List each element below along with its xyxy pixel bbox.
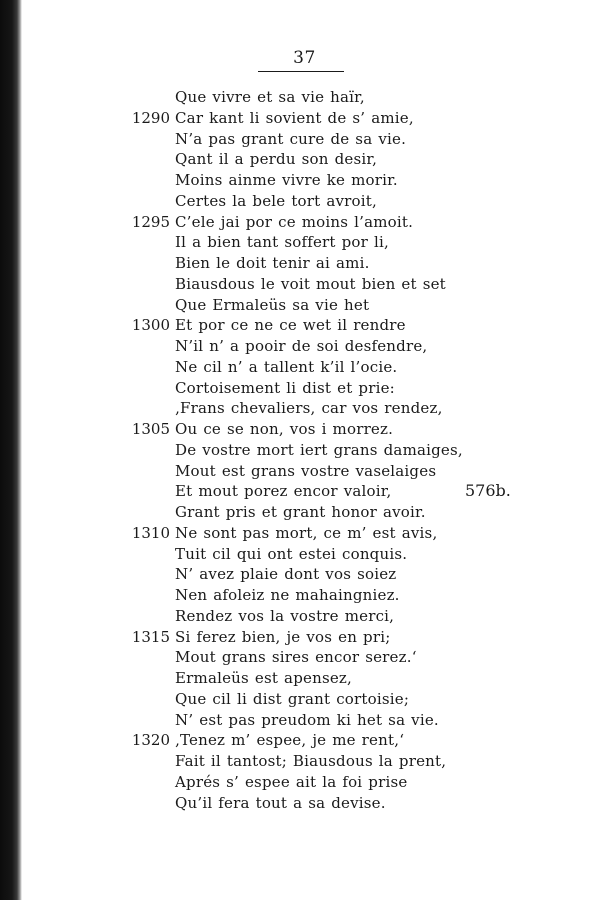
verse-text: Que vivre et sa vie haïr, [175, 88, 365, 106]
verse-text: ‚Frans chevaliers, car vos rendez, [175, 399, 443, 418]
verse-text: C’ele jai por ce moins l’amoit. [175, 212, 414, 231]
verse-text: Bien le doit tenir ai ami. [175, 254, 370, 272]
verse-text: Car kant li sovient de s’ amie, [175, 108, 414, 127]
verse-line [0, 481, 609, 502]
folio-reference: 576b. [465, 481, 511, 501]
verse-line [0, 564, 609, 585]
verse-line [0, 357, 609, 378]
verse-text: Biausdous le voit mout bien et set [175, 274, 446, 293]
verse-text: N’ avez plaie dont vos soiez [175, 565, 397, 584]
verse-line [0, 751, 609, 772]
verse-line [0, 523, 609, 544]
verse-line [0, 606, 609, 627]
verse-text: Si ferez bien, je vos en pri; [175, 627, 391, 646]
verse-line [0, 710, 609, 731]
verse-text: N’il n’ a pooir de soi desfendre, [175, 337, 428, 355]
verse-line [0, 232, 609, 253]
verse-line [0, 544, 609, 565]
verse-text: Tuit cil qui ont estei conquis. [175, 544, 408, 563]
verse-line [0, 730, 609, 751]
verse-line [0, 627, 609, 648]
verse-line [0, 668, 609, 689]
verse-text: Certes la bele tort avroit, [175, 191, 377, 210]
line-number: 1315 [131, 627, 170, 646]
verse-text: Ne sont pas mort, ce m’ est avis, [175, 523, 438, 542]
verse-line [0, 274, 609, 295]
verse-line [0, 502, 609, 523]
verse-text: Mout grans sires encor serez.‘ [175, 648, 417, 667]
verse-line [0, 419, 609, 440]
verse-line [0, 170, 609, 191]
verse-text: N’a pas grant cure de sa vie. [175, 129, 407, 148]
line-number: 1290 [131, 108, 170, 127]
verse-line [0, 647, 609, 668]
verse-text: Cortoisement li dist et prie: [175, 378, 395, 397]
verse-text: Moins ainme vivre ke morir. [175, 171, 398, 189]
verse-line [0, 253, 609, 274]
page-number-rule [258, 71, 344, 72]
verse-text: Qant il a perdu son desir, [175, 150, 378, 169]
verse-line [0, 295, 609, 316]
verse-line [0, 378, 609, 399]
verse-line [0, 129, 609, 150]
verse-text: Aprés s’ espee ait la foi prise [175, 772, 408, 791]
verse-text: Mout est grans vostre vaselaiges [175, 461, 437, 480]
verse-text: Nen afoleiz ne mahaingniez. [175, 586, 400, 604]
verse-line [0, 191, 609, 212]
verse-block [0, 87, 609, 813]
verse-text: Et mout porez encor valoir, [175, 482, 392, 501]
line-number: 1300 [131, 316, 170, 335]
verse-text: De vostre mort iert grans damaiges, [175, 440, 463, 459]
line-number: 1320 [131, 731, 170, 750]
verse-text: N’ est pas preudom ki het sa vie. [175, 710, 439, 729]
verse-text: ‚Tenez m’ espee, je me rent,‘ [175, 731, 405, 750]
verse-text: Ou ce se non, vos i morrez. [175, 420, 394, 438]
verse-line [0, 149, 609, 170]
verse-line [0, 336, 609, 357]
verse-line [0, 585, 609, 606]
verse-text: Grant pris et grant honor avoir. [175, 503, 426, 521]
verse-text: Rendez vos la vostre merci, [175, 606, 395, 625]
verse-text: Ne cil n’ a tallent k’il l’ocie. [175, 357, 398, 376]
verse-line [0, 440, 609, 461]
verse-line [0, 689, 609, 710]
page-number: 37 [293, 48, 316, 68]
verse-text: Qu’il fera tout a sa devise. [175, 793, 386, 812]
verse-text: Fait il tantost; Biausdous la prent, [175, 752, 447, 770]
verse-line [0, 398, 609, 419]
verse-text: Ermaleüs est apensez, [175, 669, 352, 687]
line-number: 1310 [131, 523, 170, 542]
verse-text: Il a bien tant soffert por li, [175, 233, 389, 252]
verse-text: Que cil li dist grant cortoisie; [175, 689, 410, 708]
verse-line [0, 212, 609, 233]
line-number: 1295 [131, 212, 170, 231]
verse-line [0, 315, 609, 336]
verse-line [0, 461, 609, 482]
verse-line [0, 772, 609, 793]
line-number: 1305 [131, 420, 170, 438]
verse-text: Que Ermaleüs sa vie het [175, 295, 370, 314]
verse-line [0, 108, 609, 129]
verse-line [0, 87, 609, 108]
verse-text: Et por ce ne ce wet il rendre [175, 316, 406, 335]
verse-line [0, 793, 609, 814]
